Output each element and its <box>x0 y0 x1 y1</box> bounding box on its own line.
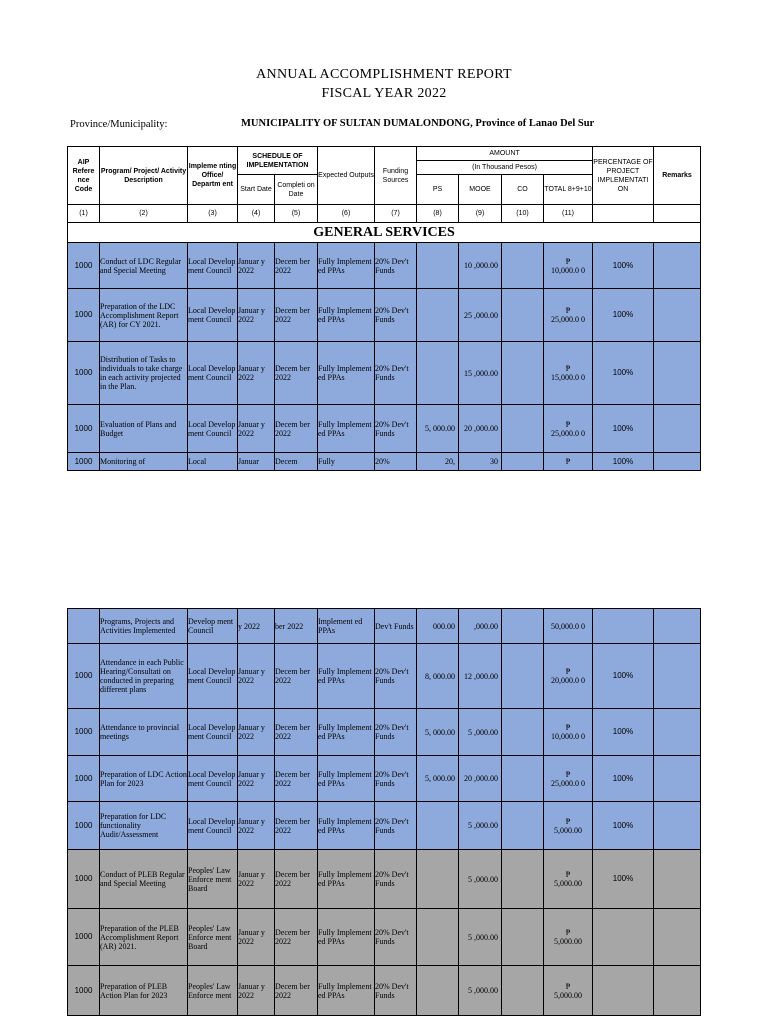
cell-co <box>502 966 544 1016</box>
cell-total: ₱ 5,000.00 <box>544 966 593 1016</box>
peso-sign: ₱ <box>565 419 571 429</box>
cell-total: ₱ 10,000.0 0 <box>544 243 593 289</box>
table-row <box>68 289 701 342</box>
cell-ps <box>417 966 459 1016</box>
header-aip-code: AIP Refere nce Code <box>68 147 100 205</box>
cell-office: Local Develop ment Council <box>188 756 238 802</box>
header-col-13 <box>654 205 701 223</box>
cell-description: Preparation of PLEB Action Plan for 2023 <box>100 966 188 1016</box>
cell-co <box>502 289 544 342</box>
cell-code: 1000 <box>68 756 100 802</box>
cell-mooe: ,000.00 <box>459 609 502 644</box>
cell-office: Peoples' Law Enforce ment <box>188 966 238 1016</box>
cell-ps <box>417 802 459 850</box>
cell-remarks <box>654 756 701 802</box>
cell-completion-date: Decem ber 2022 <box>275 709 318 756</box>
section-general-services: GENERAL SERVICES <box>68 223 701 243</box>
cell-start-date: Januar y 2022 <box>238 756 275 802</box>
cell-completion-date: Decem ber 2022 <box>275 342 318 405</box>
cell-office: Local Develop ment Council <box>188 405 238 453</box>
cell-code: 1000 <box>68 644 100 709</box>
cell-description: Preparation of LDC Action Plan for 2023 <box>100 756 188 802</box>
cell-percentage: 100% <box>593 289 654 342</box>
header-col-8: (8) <box>417 205 459 223</box>
cell-office: Local Develop ment Council <box>188 243 238 289</box>
cell-remarks <box>654 609 701 644</box>
cell-funding-source: 20% Dev't Funds <box>375 243 417 289</box>
cell-code: 1000 <box>68 342 100 405</box>
table-row <box>68 405 701 453</box>
header-col-12 <box>593 205 654 223</box>
cell-total: ₱ 5,000.00 <box>544 909 593 966</box>
cell-funding-source: 20% Dev't Funds <box>375 709 417 756</box>
header-outputs: Expected Outputs <box>318 147 375 205</box>
cell-mooe: 5 ,000.00 <box>459 709 502 756</box>
cell-description: Preparation for LDC functionality Audit/Assessment <box>100 802 188 850</box>
cell-remarks <box>654 909 701 966</box>
table-row <box>68 802 701 850</box>
cell-expected-outputs: Fully Implement ed PPAs <box>318 342 375 405</box>
cell-code: 1000 <box>68 850 100 909</box>
cell-start-date: Januar y 2022 <box>238 243 275 289</box>
cell-mooe: 5 ,000.00 <box>459 802 502 850</box>
cell-mooe: 5 ,000.00 <box>459 909 502 966</box>
cell-description: Conduct of PLEB Regular and Special Meeting <box>100 850 188 909</box>
header-col-2: (2) <box>100 205 188 223</box>
cell-mooe: 30 <box>459 453 502 471</box>
cell-mooe: 15 ,000.00 <box>459 342 502 405</box>
cell-mooe: 20 ,000.00 <box>459 405 502 453</box>
cell-expected-outputs: Fully Implement ed PPAs <box>318 644 375 709</box>
cell-total: ₱ 20,000.0 0 <box>544 644 593 709</box>
cell-code: 1000 <box>68 709 100 756</box>
cell-description: Attendance in each Public Hearing/Consultati on conducted in preparing different plans <box>100 644 188 709</box>
peso-sign: ₱ <box>565 256 571 266</box>
cell-start-date: y 2022 <box>238 609 275 644</box>
cell-ps: 000.00 <box>417 609 459 644</box>
cell-office: Develop ment Council <box>188 609 238 644</box>
cell-code: 1000 <box>68 453 100 471</box>
cell-ps <box>417 850 459 909</box>
cell-funding-source: 20% <box>375 453 417 471</box>
cell-expected-outputs: Fully Implement ed PPAs <box>318 850 375 909</box>
cell-percentage: 100% <box>593 405 654 453</box>
cell-code <box>68 609 100 644</box>
header-funding: Funding Sources <box>375 147 417 205</box>
header-col-1: (1) <box>68 205 100 223</box>
cell-funding-source: 20% Dev't Funds <box>375 802 417 850</box>
header-completion: Completi on Date <box>275 175 318 205</box>
cell-description: Evaluation of Plans and Budget <box>100 405 188 453</box>
cell-remarks <box>654 405 701 453</box>
header-col-10: (10) <box>502 205 544 223</box>
cell-percentage: 100% <box>593 453 654 471</box>
header-col-11: (11) <box>544 205 593 223</box>
cell-description: Conduct of LDC Regular and Special Meeting <box>100 243 188 289</box>
cell-completion-date: Decem ber 2022 <box>275 850 318 909</box>
cell-mooe: 5 ,000.00 <box>459 966 502 1016</box>
cell-start-date: Januar y 2022 <box>238 802 275 850</box>
cell-total <box>544 453 593 471</box>
cell-mooe: 12 ,000.00 <box>459 644 502 709</box>
cell-co <box>502 909 544 966</box>
cell-code: 1000 <box>68 802 100 850</box>
cell-expected-outputs: Fully Implement ed PPAs <box>318 709 375 756</box>
cell-completion-date: Decem ber 2022 <box>275 802 318 850</box>
header-program: Program/ Project/ Activity Description <box>100 147 188 205</box>
cell-mooe: 20 ,000.00 <box>459 756 502 802</box>
cell-remarks <box>654 802 701 850</box>
cell-start-date: Januar y 2022 <box>238 709 275 756</box>
cell-office: Peoples' Law Enforce ment Board <box>188 909 238 966</box>
cell-completion-date: Decem ber 2022 <box>275 909 318 966</box>
cell-total: ₱ 5,000.00 <box>544 802 593 850</box>
cell-expected-outputs: Fully Implement ed PPAs <box>318 243 375 289</box>
cell-ps: 5, 000.00 <box>417 709 459 756</box>
table-row <box>68 243 701 289</box>
cell-remarks <box>654 644 701 709</box>
peso-sign: ₱ <box>565 723 571 732</box>
peso-sign: ₱ <box>565 306 571 315</box>
cell-completion-date: Decem ber 2022 <box>275 966 318 1016</box>
cell-co <box>502 342 544 405</box>
table-row <box>68 850 701 909</box>
cell-ps: 20, <box>417 453 459 471</box>
report-subtitle: FISCAL YEAR 2022 <box>321 86 447 101</box>
peso-sign: ₱ <box>565 769 571 779</box>
cell-co <box>502 644 544 709</box>
cell-co <box>502 802 544 850</box>
cell-expected-outputs: Fully Implement ed PPAs <box>318 802 375 850</box>
cell-percentage <box>593 609 654 644</box>
cell-total: ₱ 5,000.00 <box>544 850 593 909</box>
cell-description: Distribution of Tasks to individuals to take charge in each activity projected in the Plan. <box>100 342 188 405</box>
table-row <box>68 709 701 756</box>
cell-start-date: Januar y 2022 <box>238 966 275 1016</box>
peso-sign: ₱ <box>565 816 571 826</box>
cell-start-date: Januar y 2022 <box>238 405 275 453</box>
cell-ps: 5, 000.00 <box>417 756 459 802</box>
cell-description: Monitoring of <box>100 453 188 471</box>
header-col-4: (4) <box>238 205 275 223</box>
cell-ps <box>417 289 459 342</box>
cell-code: 1000 <box>68 909 100 966</box>
cell-completion-date: Decem ber 2022 <box>275 756 318 802</box>
cell-percentage: 100% <box>593 802 654 850</box>
cell-office: Peoples' Law Enforce ment Board <box>188 850 238 909</box>
cell-code: 1000 <box>68 243 100 289</box>
header-col-3: (3) <box>188 205 238 223</box>
cell-percentage <box>593 966 654 1016</box>
cell-remarks <box>654 850 701 909</box>
cell-office: Local Develop ment Council <box>188 289 238 342</box>
cell-funding-source: 20% Dev't Funds <box>375 644 417 709</box>
cell-percentage: 100% <box>593 709 654 756</box>
cell-funding-source: 20% Dev't Funds <box>375 289 417 342</box>
table-row <box>68 453 701 471</box>
cell-remarks <box>654 453 701 471</box>
cell-code: 1000 <box>68 405 100 453</box>
header-schedule: SCHEDULE OF IMPLEMENTATION <box>238 147 318 175</box>
cell-total: ₱ 25,000.0 0 <box>544 756 593 802</box>
header-total: TOTAL 8+9+10 <box>544 175 593 205</box>
header-amount-sub: (In Thousand Pesos) <box>417 161 593 175</box>
header-ps: PS <box>417 175 459 205</box>
cell-expected-outputs: Fully Implement ed PPAs <box>318 289 375 342</box>
peso-sign: ₱ <box>565 981 571 991</box>
cell-start-date: Januar y 2022 <box>238 909 275 966</box>
cell-percentage: 100% <box>593 342 654 405</box>
cell-funding-source: 20% Dev't Funds <box>375 405 417 453</box>
cell-expected-outputs: Fully Implement ed PPAs <box>318 909 375 966</box>
table-row <box>68 342 701 405</box>
cell-start-date: Januar y 2022 <box>238 342 275 405</box>
province-value: MUNICIPALITY OF SULTAN DUMALONDONG, Province of Lanao Del Sur <box>241 118 595 129</box>
cell-expected-outputs: Fully Implement ed PPAs <box>318 756 375 802</box>
cell-start-date: Januar y 2022 <box>238 289 275 342</box>
cell-description: Preparation of the LDC Accomplishment Report (AR) for CY 2021. <box>100 289 188 342</box>
cell-mooe: 5 ,000.00 <box>459 850 502 909</box>
cell-expected-outputs: Fully Implement ed PPAs <box>318 966 375 1016</box>
cell-co <box>502 609 544 644</box>
cell-total: ₱ 25,000.0 0 <box>544 405 593 453</box>
table-row <box>68 966 701 1016</box>
cell-percentage: 100% <box>593 243 654 289</box>
cell-start-date: Januar y 2022 <box>238 644 275 709</box>
header-amount: AMOUNT <box>417 147 593 161</box>
accomplishment-table-page-1 <box>67 146 701 471</box>
table-row <box>68 756 701 802</box>
peso-sign: ₱ <box>565 364 571 373</box>
cell-remarks <box>654 289 701 342</box>
header-col-5: (5) <box>275 205 318 223</box>
cell-total: ₱ 25,000.0 0 <box>544 289 593 342</box>
cell-start-date: Januar y 2022 <box>238 850 275 909</box>
cell-percentage: 100% <box>593 756 654 802</box>
header-office: Impleme nting Office/ Departm ent <box>188 147 238 205</box>
cell-ps <box>417 243 459 289</box>
cell-mooe: 25 ,000.00 <box>459 289 502 342</box>
report-title: ANNUAL ACCOMPLISHMENT REPORT <box>256 67 512 82</box>
cell-remarks <box>654 966 701 1016</box>
table-row <box>68 909 701 966</box>
cell-ps <box>417 342 459 405</box>
header-start: Start Date <box>238 175 275 205</box>
header-co: CO <box>502 175 544 205</box>
peso-sign: ₱ <box>565 928 571 937</box>
cell-total: ₱ 10,000.0 0 <box>544 709 593 756</box>
cell-percentage: 100% <box>593 850 654 909</box>
cell-ps: 5, 000.00 <box>417 405 459 453</box>
cell-completion-date: Decem ber 2022 <box>275 289 318 342</box>
cell-expected-outputs: Fully Implement ed PPAs <box>318 405 375 453</box>
table-row <box>68 644 701 709</box>
table-row <box>68 609 701 644</box>
cell-office: Local Develop ment Council <box>188 342 238 405</box>
cell-percentage: 100% <box>593 644 654 709</box>
cell-co <box>502 243 544 289</box>
cell-co <box>502 850 544 909</box>
cell-funding-source: Dev't Funds <box>375 609 417 644</box>
cell-completion-date: ber 2022 <box>275 609 318 644</box>
peso-sign: ₱ <box>565 870 571 879</box>
province-label: Province/Municipality: <box>70 119 168 130</box>
header-remarks: Remarks <box>654 147 701 205</box>
cell-completion-date: Decem ber 2022 <box>275 243 318 289</box>
cell-percentage <box>593 909 654 966</box>
cell-funding-source: 20% Dev't Funds <box>375 850 417 909</box>
cell-remarks <box>654 709 701 756</box>
cell-completion-date: Decem <box>275 453 318 471</box>
cell-code: 1000 <box>68 289 100 342</box>
cell-funding-source: 20% Dev't Funds <box>375 756 417 802</box>
cell-co <box>502 405 544 453</box>
cell-description: Preparation of the PLEB Accomplishment Report (AR) 2021. <box>100 909 188 966</box>
cell-funding-source: 20% Dev't Funds <box>375 909 417 966</box>
cell-expected-outputs: Implement ed PPAs <box>318 609 375 644</box>
cell-funding-source: 20% Dev't Funds <box>375 966 417 1016</box>
cell-office: Local Develop ment Council <box>188 802 238 850</box>
cell-ps <box>417 909 459 966</box>
header-percentage: PERCENTAGE OF PROJECT IMPLEMENTATI ON <box>593 147 654 205</box>
cell-remarks <box>654 342 701 405</box>
cell-funding-source: 20% Dev't Funds <box>375 342 417 405</box>
cell-mooe: 10 ,000.00 <box>459 243 502 289</box>
header-col-7: (7) <box>375 205 417 223</box>
cell-ps: 8, 000.00 <box>417 644 459 709</box>
cell-code: 1000 <box>68 966 100 1016</box>
cell-co <box>502 756 544 802</box>
cell-expected-outputs: Fully <box>318 453 375 471</box>
cell-office: Local Develop ment Council <box>188 644 238 709</box>
cell-co <box>502 709 544 756</box>
cell-description: Attendance to provincial meetings <box>100 709 188 756</box>
cell-completion-date: Decem ber 2022 <box>275 644 318 709</box>
peso-sign: ₱ <box>565 457 571 466</box>
peso-sign: ₱ <box>565 667 571 676</box>
cell-total: ₱ 15,000.0 0 <box>544 342 593 405</box>
cell-office: Local Develop ment Council <box>188 709 238 756</box>
cell-remarks <box>654 243 701 289</box>
cell-completion-date: Decem ber 2022 <box>275 405 318 453</box>
cell-total: 50,000.0 0 <box>544 609 593 644</box>
header-col-6: (6) <box>318 205 375 223</box>
cell-start-date: Januar <box>238 453 275 471</box>
header-mooe: MOOE <box>459 175 502 205</box>
cell-description: Programs, Projects and Activities Implemented <box>100 609 188 644</box>
accomplishment-table-page-2 <box>67 608 701 1016</box>
cell-office: Local <box>188 453 238 471</box>
header-col-9: (9) <box>459 205 502 223</box>
cell-co <box>502 453 544 471</box>
